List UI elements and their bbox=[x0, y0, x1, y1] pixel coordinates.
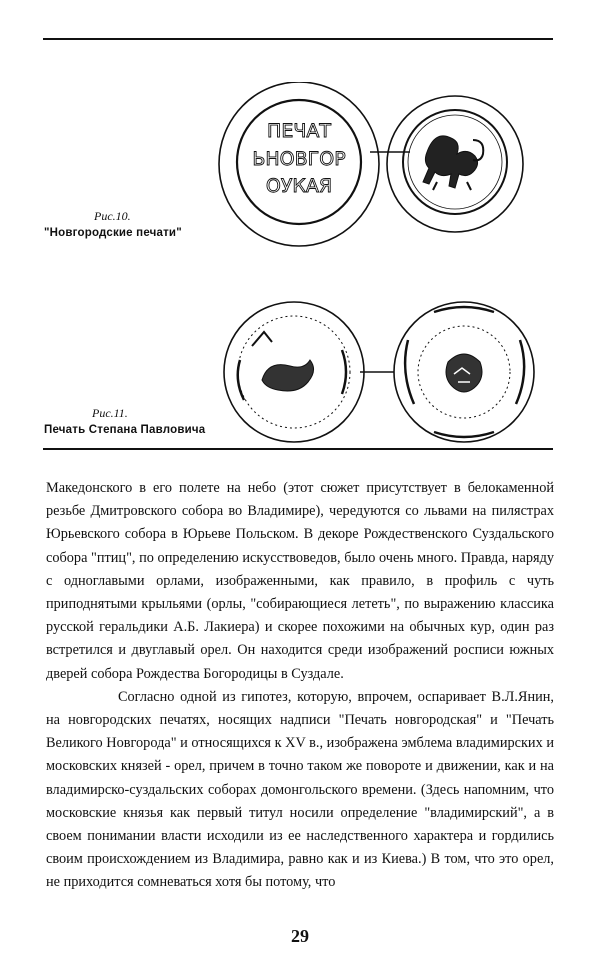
figure-10-caption bbox=[44, 208, 224, 242]
seal-inscription-side bbox=[219, 82, 379, 246]
seal-inscription-line-1: ПЕЧАТ bbox=[267, 120, 331, 142]
figure-10-seals bbox=[215, 82, 535, 252]
figure-11-label: Рис.11. bbox=[92, 406, 128, 420]
seal-obverse bbox=[224, 302, 364, 442]
paragraph-1: Македонского в его полете на небо (этот сюжет присутствует в белокаменной резьбе Дмитровского собора во Владимире), чередуются со львами на пилястрах Юрьевского собора в Юрьеве Польском. В декоре Рождественского Суздальского собора "птиц", по определению искусствоведов, было очень много. Правда, наряду с одноглавыми орлами, изображенными, как правило, в профиль с чуть приподнятыми крыльями (орлы, "собирающиеся лететь", по выражению классика русской геральдики А.Б. Лакиера) и скорее похожими на обычных кур, один раз встретился и двуглавый орел. Он находится среди изображений росписи южных дверей собора Рождества Богородицы в Суздале. bbox=[46, 480, 554, 682]
top-rule bbox=[43, 38, 553, 40]
paragraph-2: Согласно одной из гипотез, которую, впрочем, оспаривает В.Л.Янин, на новгородских печатях, носящих надписи "Печать новгородская" и "Печать Великого Новгорода" и относящихся к XV в., изображена эмблема владимирских и московских князей - орел, причем в точно таком же повороте и движении, как и на владимирско-суздальских соборах домонгольского времени. (Здесь напомним, что московские князья как первый титул носили определение "владимирский", а в своем понимании власти исходили из ее наследственного характера и гордились своим происхождением из Владимира, равно как и из Киева.) В том, что это орел, не приходится сомневаться хотя бы потому, что bbox=[46, 688, 554, 891]
page-number: 29 bbox=[291, 926, 309, 946]
figure-10-label: Рис.10. bbox=[94, 209, 131, 223]
figure-bottom-rule bbox=[43, 448, 553, 450]
seal-reverse bbox=[394, 302, 534, 442]
body-text bbox=[46, 477, 554, 895]
seal-emblem-side bbox=[387, 96, 523, 232]
figure-10-title: "Новгородские печати" bbox=[44, 227, 182, 239]
figure-11-seals bbox=[222, 300, 537, 445]
seal-inscription-line-3: ОУКАЯ bbox=[265, 175, 333, 197]
figure-11-caption bbox=[44, 405, 229, 439]
seal-inscription-line-2: ЬНОВГОР bbox=[252, 148, 346, 170]
figure-11-title: Печать Степана Павловича bbox=[44, 424, 206, 436]
